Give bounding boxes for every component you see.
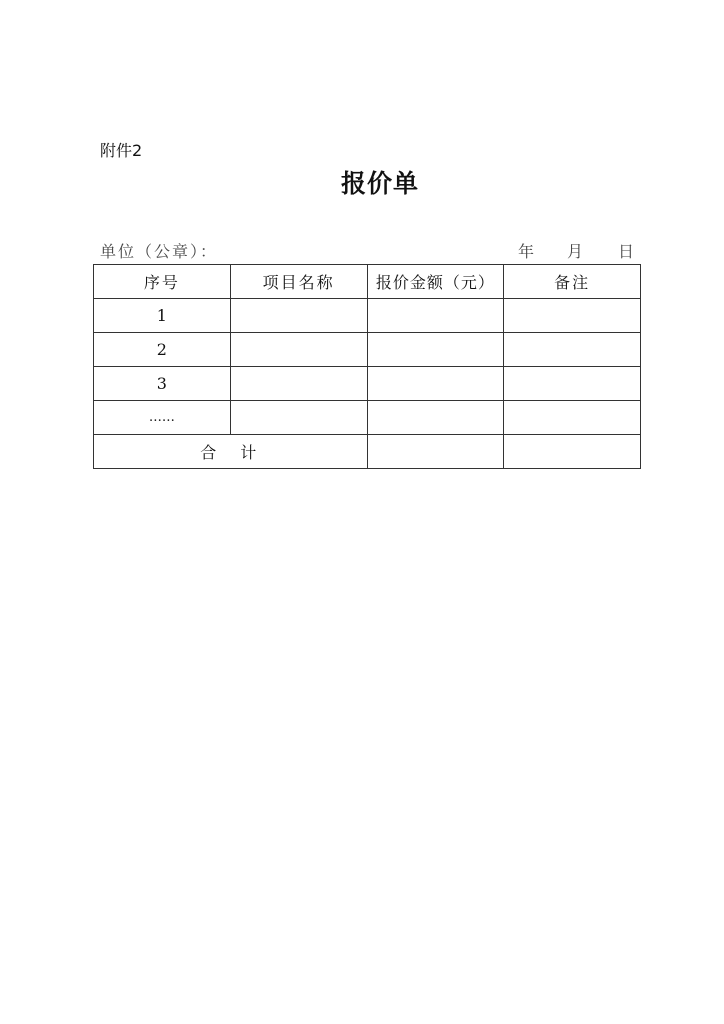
cell-no: 2 [94,333,231,367]
cell-name[interactable] [230,299,367,333]
table-row [94,367,641,401]
cell-no: 3 [94,367,231,401]
cell-amount[interactable] [367,401,504,435]
total-label: 合 计 [94,435,368,469]
date-year-label: 年 [518,242,535,261]
table-row [94,401,641,435]
table-row [94,333,641,367]
total-note[interactable] [504,435,641,469]
date-day-label: 日 [618,242,635,261]
date-month-label: 月 [567,242,584,261]
cell-note[interactable] [504,299,641,333]
quote-table [93,264,641,469]
cell-amount[interactable] [367,333,504,367]
cell-note[interactable] [504,367,641,401]
cell-name[interactable] [230,367,367,401]
header-no: 序号 [94,265,231,299]
cell-no: …… [94,401,231,435]
attachment-label: 附件2 [100,141,143,160]
total-amount[interactable] [367,435,504,469]
page-title: 报价单 [340,169,419,198]
cell-no: 1 [94,299,231,333]
header-note: 备注 [504,265,641,299]
cell-amount[interactable] [367,367,504,401]
cell-name[interactable] [230,401,367,435]
header-amount: 报价金额（元） [367,265,504,299]
table-header-row [94,265,641,299]
unit-seal-label: 单位（公章）： [100,242,219,261]
cell-note[interactable] [504,333,641,367]
cell-name[interactable] [230,333,367,367]
cell-amount[interactable] [367,299,504,333]
table-row [94,299,641,333]
header-item-name: 项目名称 [230,265,367,299]
cell-note[interactable] [504,401,641,435]
total-row [94,435,641,469]
